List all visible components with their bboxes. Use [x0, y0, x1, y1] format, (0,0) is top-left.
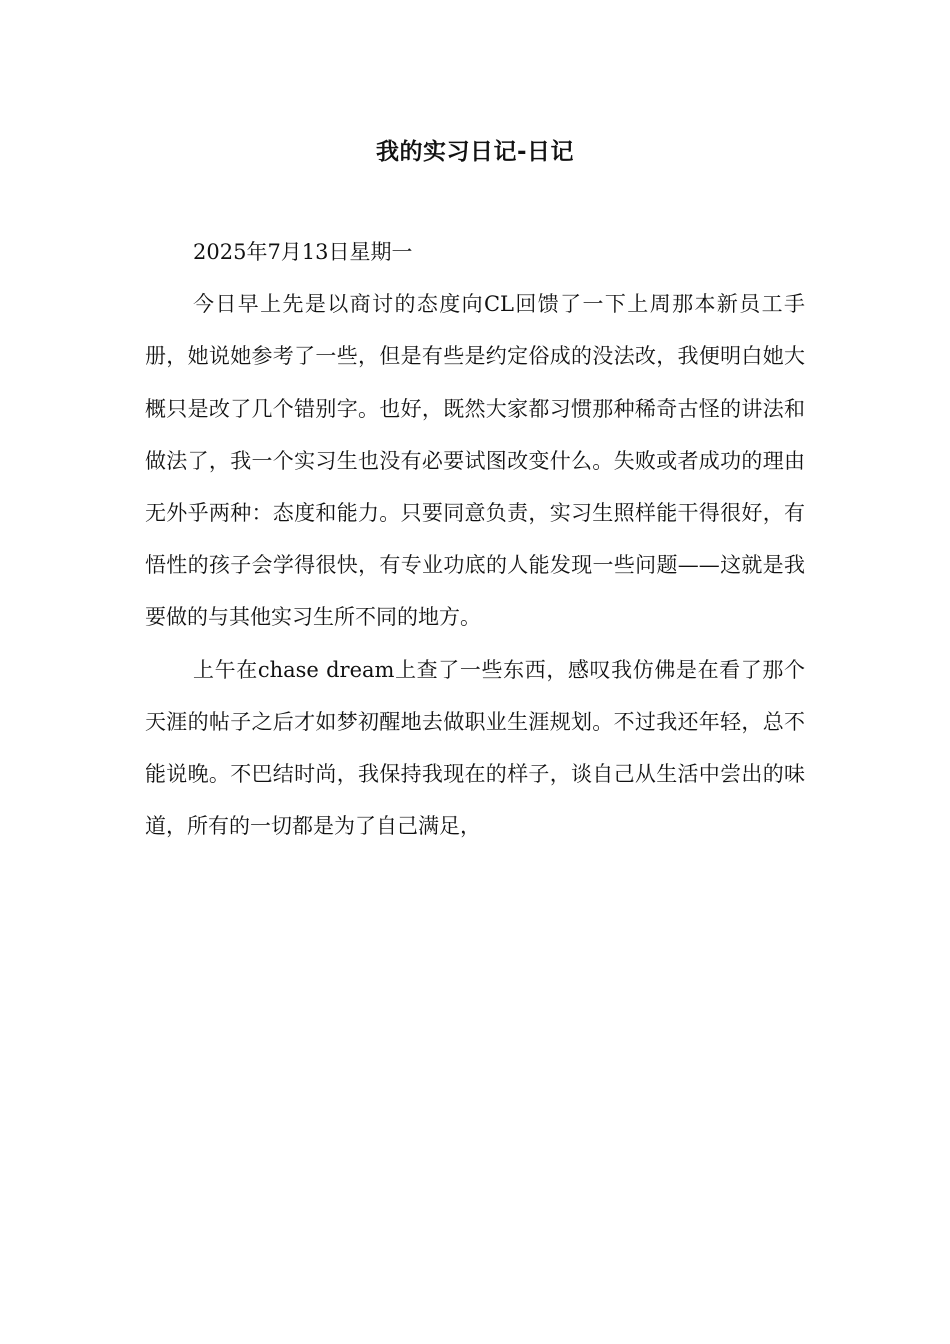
paragraph-2: 上午在chase dream上查了一些东西，感叹我仿佛是在看了那个天涯的帖子之后才如梦初醒地去做职业生涯规划。不过我还年轻，总不能说晚。不巴结时尚，我保持我现在的样子，谈自己从生活中尝出的味道，所有的一切都是为了自己满足， — [145, 657, 805, 839]
diary-date: 2025年7月13日星期一 — [193, 240, 413, 264]
document-body — [145, 226, 805, 852]
paragraph-1: 今日早上先是以商讨的态度向CL回馈了一下上周那本新员工手册，她说她参考了一些，但是有些是约定俗成的没法改，我便明白她大概只是改了几个错别字。也好，既然大家都习惯那种稀奇古怪的讲法和做法了，我一个实习生也没有必要试图改变什么。失败或者成功的理由无外乎两种：态度和能力。只要同意负责，实习生照样能干得很好，有悟性的孩子会学得很快，有专业功底的人能发现一些问题——这就是我要做的与其他实习生所不同的地方。 — [145, 292, 805, 630]
document-title: 我的实习日记-日记 — [375, 139, 575, 165]
